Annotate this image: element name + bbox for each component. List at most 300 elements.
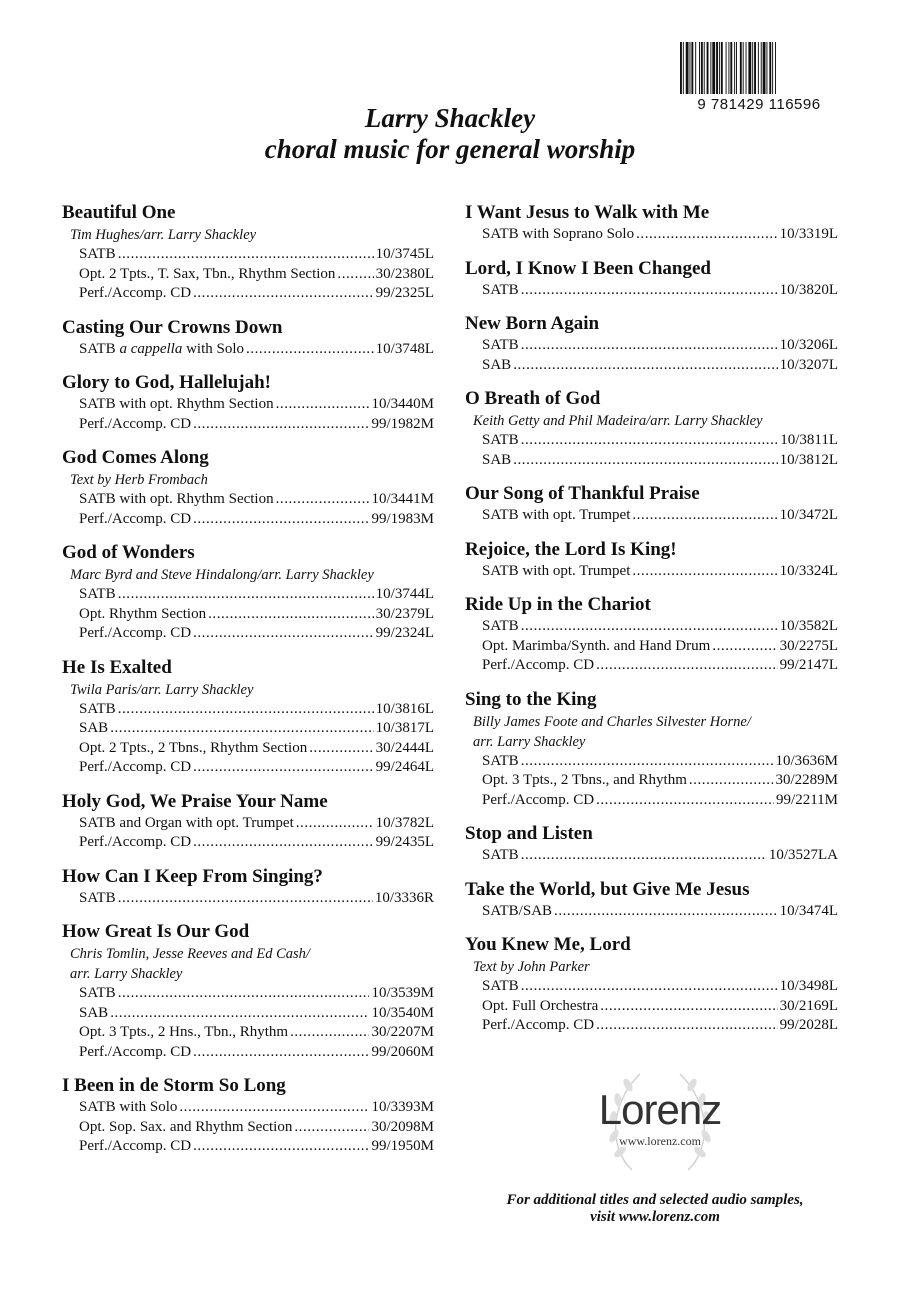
barcode-bar: [740, 42, 742, 94]
leader-dots: [193, 758, 374, 778]
edition-voicing: SATB: [482, 337, 519, 353]
catalog-entry-casting-our-crowns-down: [62, 315, 434, 360]
catalog-entry-i-been-in-de-storm-so-long: [62, 1073, 434, 1157]
edition-voicing: Perf./Accomp. CD: [79, 625, 192, 641]
product-code: 10/3539M: [371, 985, 434, 1001]
barcode-bar: [775, 42, 776, 94]
entry-title: Ride Up in the Chariot: [465, 594, 651, 615]
edition-description: [79, 1118, 292, 1138]
barcode-bar: [686, 42, 689, 94]
entry-credit: arr. Larry Shackley: [70, 966, 183, 982]
barcode-bar: [754, 42, 756, 94]
product-code: 30/2169L: [779, 997, 838, 1014]
edition-line: [62, 700, 434, 720]
entry-title: Take the World, but Give Me Jesus: [465, 878, 750, 900]
entry-title: God Comes Along: [62, 447, 209, 468]
edition-description: [79, 719, 108, 739]
edition-description: [79, 395, 274, 415]
edition-line: [62, 415, 434, 435]
edition-voicing: SATB: [79, 586, 116, 602]
edition-line: [465, 902, 838, 922]
barcode-bar: [758, 42, 759, 94]
edition-description: [79, 284, 191, 304]
footer-note: [470, 1192, 840, 1226]
leader-dots: [632, 562, 777, 582]
edition-line: [62, 490, 434, 510]
edition-voicing: SATB: [79, 246, 116, 262]
edition-description: [482, 637, 710, 657]
edition-description: [482, 281, 519, 301]
edition-voicing: Perf./Accomp. CD: [482, 791, 595, 808]
product-code: 99/2325L: [375, 285, 434, 301]
edition-extra: with Solo: [186, 340, 245, 357]
entry-title: Casting Our Crowns Down: [62, 316, 283, 338]
leader-dots: [193, 624, 374, 644]
catalog-entry-our-song-of-thankful-praise: [465, 481, 838, 526]
catalog-entry-ride-up-in-the-chariot: [465, 592, 838, 676]
edition-voicing: SAB: [79, 1004, 109, 1021]
barcode-bar: [763, 42, 766, 94]
leader-dots: [208, 605, 374, 625]
edition-line: [465, 771, 838, 791]
edition-description: [79, 1023, 288, 1043]
composer-name: Larry Shackley: [364, 103, 536, 133]
barcode-bar: [701, 42, 703, 94]
leader-dots: [521, 431, 779, 451]
edition-description: [79, 1043, 191, 1063]
product-code: 30/2098M: [371, 1118, 434, 1135]
edition-line: [62, 585, 434, 605]
edition-voicing: Opt. 3 Tpts., 2 Tbns., and Rhythm: [482, 772, 687, 788]
product-code: 10/3319L: [779, 226, 838, 242]
barcode-bar: [736, 42, 737, 94]
edition-voicing: SATB with Solo: [79, 1099, 178, 1115]
edition-voicing: Opt. Rhythm Section: [79, 605, 207, 622]
leader-dots: [246, 340, 374, 360]
edition-description: [79, 265, 335, 285]
leader-dots: [276, 490, 370, 510]
leader-dots: [179, 1098, 369, 1118]
product-code: 10/3748L: [375, 340, 434, 357]
edition-style: a cappella: [119, 340, 183, 357]
product-code: 10/3440M: [371, 396, 434, 412]
edition-description: [482, 771, 687, 791]
product-code: 10/3474L: [779, 902, 838, 919]
leader-dots: [689, 771, 774, 791]
edition-line: [62, 739, 434, 759]
edition-line: [62, 395, 434, 415]
barcode-bar: [772, 42, 773, 94]
entry-title: Glory to God, Hallelujah!: [62, 372, 271, 393]
entry-credit: Keith Getty and Phil Madeira/arr. Larry Shackley: [473, 413, 763, 429]
edition-voicing: SATB: [482, 432, 519, 448]
edition-voicing: Perf./Accomp. CD: [79, 285, 192, 301]
edition-description: [79, 1137, 191, 1157]
product-code: 99/2060M: [371, 1043, 434, 1060]
edition-line: [465, 1016, 838, 1036]
edition-description: [79, 245, 116, 265]
edition-voicing: Opt. 2 Tpts., T. Sax, Tbn., Rhythm Section: [79, 265, 336, 282]
edition-line: [62, 510, 434, 530]
product-code: 30/2379L: [375, 605, 434, 622]
leader-dots: [513, 451, 777, 471]
right-column: [465, 200, 838, 1047]
edition-description: [482, 431, 519, 451]
entry-title: God of Wonders: [62, 542, 195, 563]
edition-voicing: SATB: [482, 978, 519, 994]
edition-voicing: SATB: [482, 752, 519, 769]
barcode-bar: [734, 42, 735, 94]
product-code: 10/3206L: [779, 337, 838, 353]
edition-line: [62, 1043, 434, 1063]
edition-line: [465, 791, 838, 811]
edition-line: [465, 451, 838, 471]
leader-dots: [193, 1137, 369, 1157]
edition-voicing: SATB with opt. Rhythm Section: [79, 491, 274, 507]
product-code: 10/3527LA: [768, 847, 838, 863]
edition-voicing: SATB with Soprano Solo: [482, 226, 635, 242]
edition-voicing: SATB: [79, 985, 116, 1001]
edition-line: [465, 637, 838, 657]
edition-line: [62, 1004, 434, 1024]
leader-dots: [193, 1043, 369, 1063]
edition-line: [62, 265, 434, 285]
barcode-bar: [690, 42, 691, 94]
edition-description: [79, 415, 191, 435]
product-code: 10/3811L: [780, 432, 838, 448]
product-code: 10/3812L: [779, 451, 838, 468]
leader-dots: [110, 1004, 369, 1024]
product-code: 99/2147L: [779, 657, 838, 673]
edition-description: [482, 846, 519, 866]
product-code: 10/3744L: [375, 586, 434, 602]
leader-dots: [193, 284, 374, 304]
catalog-entry-you-knew-me-lord: [465, 932, 838, 1036]
product-code: 30/2275L: [779, 637, 838, 654]
edition-voicing: Perf./Accomp. CD: [79, 834, 192, 850]
entry-title: I Want Jesus to Walk with Me: [465, 202, 710, 223]
edition-voicing: Perf./Accomp. CD: [79, 415, 192, 432]
edition-line: [465, 336, 838, 356]
edition-line: [465, 225, 838, 245]
leader-dots: [118, 984, 370, 1004]
barcode-bar: [769, 42, 771, 94]
product-code: 10/3745L: [375, 246, 434, 262]
product-code: 99/2464L: [375, 759, 434, 775]
edition-line: [62, 340, 434, 360]
leader-dots: [712, 637, 777, 657]
edition-voicing: Perf./Accomp. CD: [482, 657, 595, 673]
edition-line: [62, 284, 434, 304]
edition-voicing: Opt. Sop. Sax. and Rhythm Section: [79, 1118, 293, 1135]
edition-description: [482, 656, 594, 676]
lorenz-logo: [570, 1060, 750, 1180]
leader-dots: [632, 506, 777, 526]
edition-description: [482, 997, 598, 1017]
barcode-bar: [766, 42, 767, 94]
leader-dots: [290, 1023, 369, 1043]
catalog-entry-o-breath-of-god: [465, 386, 838, 470]
entry-title: Sing to the King: [465, 688, 597, 710]
edition-description: [79, 833, 191, 853]
edition-voicing: SATB: [79, 889, 116, 906]
edition-description: [482, 752, 519, 772]
catalog-entry-new-born-again: [465, 311, 838, 375]
isbn-number: 9 781429 116596: [697, 96, 821, 113]
product-code: 10/3817L: [375, 720, 434, 736]
edition-description: [79, 739, 307, 759]
edition-description: [79, 1004, 108, 1024]
edition-voicing: Perf./Accomp. CD: [79, 510, 192, 527]
edition-voicing: SATB: [482, 618, 519, 634]
leader-dots: [276, 395, 370, 415]
entry-credit: Twila Paris/arr. Larry Shackley: [70, 681, 254, 698]
leader-dots: [596, 791, 774, 811]
edition-voicing: SATB with opt. Trumpet: [482, 507, 631, 523]
edition-voicing: SATB: [482, 847, 519, 863]
edition-description: [79, 510, 191, 530]
edition-line: [62, 833, 434, 853]
catalog-entry-god-comes-along: [62, 445, 434, 529]
brand-name: Lorenz: [598, 1086, 722, 1133]
catalog-entry-how-can-i-keep-from-singing: [62, 864, 434, 909]
leader-dots: [596, 1016, 778, 1036]
catalog-entry-lord-i-know-i-been-changed: [465, 256, 838, 301]
leader-dots: [521, 617, 778, 637]
footer-line-2: visit www.lorenz.com: [590, 1209, 720, 1225]
edition-line: [465, 752, 838, 772]
product-code: 99/1950M: [371, 1138, 434, 1154]
edition-line: [62, 1023, 434, 1043]
leader-dots: [636, 225, 778, 245]
leader-dots: [118, 585, 374, 605]
barcode-bar: [710, 42, 711, 94]
edition-description: [482, 451, 511, 471]
edition-description: [482, 617, 519, 637]
product-code: 10/3441M: [371, 491, 434, 507]
edition-description: [79, 889, 116, 909]
edition-voicing: SAB: [482, 451, 512, 468]
edition-line: [465, 977, 838, 997]
entry-title: Lord, I Know I Been Changed: [465, 257, 711, 279]
product-code: 10/3820L: [779, 281, 838, 298]
product-code: 10/3582L: [779, 618, 838, 634]
edition-voicing: Perf./Accomp. CD: [79, 1043, 192, 1060]
edition-line: [62, 984, 434, 1004]
edition-voicing: Opt. Full Orchestra: [482, 997, 599, 1014]
leader-dots: [521, 336, 778, 356]
edition-voicing: Opt. 2 Tpts., 2 Tbns., Rhythm Section: [79, 739, 308, 756]
edition-description: [79, 585, 116, 605]
entry-title: Stop and Listen: [465, 823, 593, 844]
leader-dots: [296, 814, 374, 834]
footer-line-1: For additional titles and selected audio samples,: [506, 1192, 804, 1208]
edition-line: [465, 431, 838, 451]
entry-credit: Text by Herb Frombach: [70, 472, 208, 488]
barcode-bar: [728, 42, 729, 94]
edition-description: [79, 984, 116, 1004]
product-code: 10/3336R: [374, 889, 434, 906]
edition-line: [465, 281, 838, 301]
barcode-bar: [712, 42, 715, 94]
product-code: 10/3816L: [375, 700, 434, 717]
edition-line: [465, 617, 838, 637]
catalog-entry-beautiful-one: [62, 200, 434, 304]
catalog-entry-sing-to-the-king: [465, 687, 838, 811]
edition-description: [79, 490, 274, 510]
product-code: 99/2028L: [779, 1017, 838, 1033]
edition-voicing: Opt. Marimba/Synth. and Hand Drum: [482, 637, 711, 654]
product-code: 99/2324L: [375, 625, 434, 641]
edition-line: [62, 814, 434, 834]
barcode-bar: [752, 42, 753, 94]
leader-dots: [337, 265, 373, 285]
edition-voicing: SATB and Organ with opt. Trumpet: [79, 814, 294, 831]
edition-voicing: Opt. 3 Tpts., 2 Hns., Tbn., Rhythm: [79, 1024, 289, 1040]
barcode-bar: [730, 42, 732, 94]
leader-dots: [521, 846, 767, 866]
entry-title: He Is Exalted: [62, 656, 172, 678]
entry-title: How Great Is Our God: [62, 921, 250, 942]
leader-dots: [193, 833, 374, 853]
entry-title: How Can I Keep From Singing?: [62, 865, 323, 887]
edition-description: [482, 791, 594, 811]
entry-title: Rejoice, the Lord Is King!: [465, 538, 677, 560]
product-code: 10/3540M: [371, 1004, 434, 1021]
leader-dots: [193, 510, 369, 530]
catalog-entry-he-is-exalted: [62, 655, 434, 778]
edition-description: [79, 340, 244, 360]
product-code: 10/3207L: [779, 356, 838, 373]
edition-description: [482, 1016, 594, 1036]
product-code: 30/2444L: [375, 739, 434, 756]
barcode-bar: [746, 42, 747, 94]
edition-voicing: SATB: [79, 340, 116, 357]
leader-dots: [309, 739, 373, 759]
entry-credit: Text by John Parker: [473, 959, 590, 975]
barcode-bar: [743, 42, 744, 94]
edition-description: [79, 605, 206, 625]
leader-dots: [193, 415, 369, 435]
edition-voicing: SATB/SAB: [482, 902, 553, 919]
barcode-bar: [707, 42, 709, 94]
edition-line: [465, 356, 838, 376]
edition-line: [62, 1098, 434, 1118]
product-code: 30/2207M: [371, 1024, 434, 1040]
edition-description: [79, 758, 191, 778]
edition-line: [465, 846, 838, 866]
product-code: 99/2435L: [375, 834, 434, 850]
edition-line: [62, 1137, 434, 1157]
edition-voicing: Perf./Accomp. CD: [79, 1138, 192, 1154]
catalog-entry-god-of-wonders: [62, 540, 434, 644]
edition-description: [482, 356, 511, 376]
barcode-bar: [748, 42, 751, 94]
leader-dots: [118, 245, 374, 265]
left-column: [62, 200, 434, 1168]
entry-credit: arr. Larry Shackley: [473, 733, 586, 750]
edition-description: [482, 562, 630, 582]
edition-voicing: Perf./Accomp. CD: [482, 1017, 595, 1033]
product-code: 99/1982M: [371, 415, 434, 432]
barcode-bar: [716, 42, 718, 94]
leader-dots: [596, 656, 778, 676]
catalog-entry-take-the-world-but-give-me-jesus: [465, 877, 838, 922]
catalog-entry-rejoice-the-lord-is-king: [465, 537, 838, 582]
catalog-entry-glory-to-god-hallelujah: [62, 370, 434, 434]
entry-credit: Billy James Foote and Charles Silvester Horne/: [473, 713, 751, 730]
leader-dots: [110, 719, 373, 739]
product-code: 30/2380L: [375, 265, 434, 282]
product-code: 30/2289M: [775, 772, 838, 788]
catalog-subtitle: choral music for general worship: [264, 134, 636, 164]
barcode-bar: [761, 42, 762, 94]
product-code: 10/3324L: [779, 562, 838, 579]
product-code: 10/3393M: [371, 1099, 434, 1115]
edition-description: [79, 700, 116, 720]
edition-line: [62, 758, 434, 778]
edition-description: [482, 506, 630, 526]
edition-line: [62, 605, 434, 625]
edition-voicing: SAB: [79, 720, 109, 736]
edition-line: [465, 656, 838, 676]
barcode-bar: [721, 42, 723, 94]
entry-title: You Knew Me, Lord: [465, 934, 631, 955]
barcode: [680, 42, 836, 94]
edition-voicing: SATB with opt. Rhythm Section: [79, 396, 274, 412]
edition-voicing: SAB: [482, 356, 512, 373]
catalog-entry-i-want-jesus-to-walk-with-me: [465, 200, 838, 245]
barcode-bar: [695, 42, 696, 94]
entry-credit: Tim Hughes/arr. Larry Shackley: [70, 227, 257, 243]
edition-description: [79, 814, 294, 834]
leader-dots: [521, 752, 774, 772]
edition-description: [79, 624, 191, 644]
entry-credit: Marc Byrd and Steve Hindalong/arr. Larry Shackley: [70, 567, 374, 583]
entry-title: New Born Again: [465, 313, 600, 334]
barcode-bar: [691, 42, 693, 94]
edition-line: [62, 889, 434, 909]
leader-dots: [294, 1118, 369, 1138]
leader-dots: [118, 700, 374, 720]
edition-description: [482, 902, 552, 922]
barcode-bar: [680, 42, 682, 94]
edition-description: [79, 1098, 177, 1118]
product-code: 99/1983M: [371, 510, 434, 527]
leader-dots: [118, 889, 373, 909]
edition-line: [465, 506, 838, 526]
entry-title: Holy God, We Praise Your Name: [62, 790, 328, 812]
edition-line: [465, 997, 838, 1017]
entry-credit: Chris Tomlin, Jesse Reeves and Ed Cash/: [70, 946, 310, 962]
edition-description: [482, 977, 519, 997]
edition-voicing: Perf./Accomp. CD: [79, 759, 192, 775]
leader-dots: [600, 997, 777, 1017]
catalog-entry-how-great-is-our-god: [62, 919, 434, 1062]
barcode-bar: [704, 42, 705, 94]
product-code: 10/3636M: [775, 752, 838, 769]
product-code: 99/2211M: [776, 791, 838, 808]
edition-line: [62, 1118, 434, 1138]
page-header: [0, 103, 900, 165]
catalog-entry-stop-and-listen: [465, 821, 838, 866]
barcode-bar: [699, 42, 700, 94]
barcode-bar: [726, 42, 727, 94]
edition-voicing: SATB: [79, 700, 116, 717]
entry-title: I Been in de Storm So Long: [62, 1075, 286, 1096]
leader-dots: [521, 281, 778, 301]
edition-line: [62, 245, 434, 265]
